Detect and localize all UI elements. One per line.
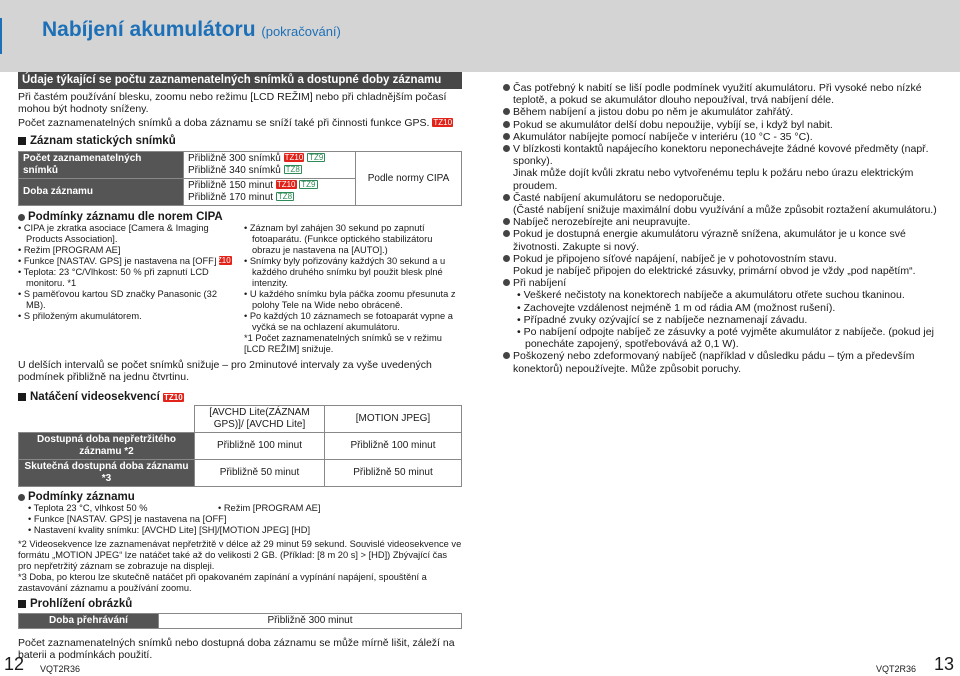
footer-note: Počet zaznamenatelných snímků nebo dostupná doba záznamu se může mírně lišit, záleží na baterii a podmínkách použití. xyxy=(18,637,455,661)
play-head: Doba přehrávání xyxy=(19,614,159,629)
list-item xyxy=(503,131,947,143)
video-row1-head: Dostupná doba nepřetržitého záznamu *2 xyxy=(19,433,195,460)
circle-bullet-icon xyxy=(503,279,510,286)
footnote-3: *3 Doba, po kterou lze skutečně natáčet při opakovaném zapínání a vypínání napájení, spouštění a zastavování záznamu a používání zoomu. xyxy=(18,572,427,593)
intro-1: Při častém používání blesku, zoomu nebo režimu [LCD REŽIM] nebo při chladnějším počasí mohou být hodnoty sníženy. xyxy=(18,91,447,115)
doc-code-left: VQT2R36 xyxy=(40,664,81,674)
item-extra: Jinak může dojít kvůli zkratu nebo vytvořenému teplu k požáru nebo úrazu elektrickým proudem. xyxy=(513,167,914,192)
list-item xyxy=(18,256,236,267)
item-text: Nabíječ nerozebírejte ani neupravujte. xyxy=(513,216,691,229)
list-item: • Režim [PROGRAM AE] xyxy=(18,245,236,256)
intro-2-text: Počet zaznamenatelných snímků a doba záznamu se sníží také při činnosti funkce GPS. xyxy=(18,117,430,129)
footnote-1: *1 Počet zaznamenatelných snímků se v režimu [LCD REŽIM] snižuje. xyxy=(244,333,442,354)
circle-bullet-icon xyxy=(503,194,510,201)
right-column xyxy=(503,82,947,375)
still-row2-b: Přibližně 170 minut xyxy=(188,192,274,203)
cipa-left-list xyxy=(18,223,236,355)
list-item xyxy=(503,82,947,106)
cipa-conditions xyxy=(18,223,462,355)
list-item-text: Funkce [NASTAV. GPS] je nastavena na [OFF] xyxy=(23,256,217,266)
cipa-title: Podmínky záznamu dle norem CIPA xyxy=(28,211,223,223)
page-header xyxy=(0,0,960,72)
interval-note: U delších intervalů se počet snímků snižuje – pro 2minutové intervaly za vyše uvedených podmínek přibližně na jednu čtvrtinu. xyxy=(18,359,432,383)
cond-title: Podmínky záznamu xyxy=(28,491,135,503)
left-column xyxy=(18,72,462,661)
list-item: • S paměťovou kartou SD značky Panasonic (32 MB). xyxy=(18,289,236,311)
intro-2 xyxy=(18,117,462,129)
header-accent-line xyxy=(0,18,2,54)
video-row2-head: Skutečná dostupná doba záznamu *3 xyxy=(19,460,195,487)
video-heading xyxy=(18,391,462,403)
still-row2-head: Doba záznamu xyxy=(19,179,184,206)
play-title: Prohlížení obrázků xyxy=(30,598,133,610)
still-table xyxy=(18,151,462,206)
sub-item: • Zachovejte vzdálenost nejméně 1 m od rádia AM (možnost rušení). xyxy=(503,302,947,314)
video-row2-a: Přibližně 50 minut xyxy=(195,460,325,487)
list-item xyxy=(503,192,947,204)
sub-item: • Veškeré nečistoty na konektorech nabíječe a akumulátoru otřete suchou tkaninou. xyxy=(503,289,947,301)
cipa-note-cell: Podle normy CIPA xyxy=(356,152,462,206)
list-item: • CIPA je zkratka asociace [Camera & Imaging Products Association]. xyxy=(18,223,236,245)
list-item: • Režim [PROGRAM AE] xyxy=(218,503,320,514)
list-item xyxy=(503,216,947,228)
list-item xyxy=(503,253,947,265)
tz10-badge: TZ10 xyxy=(284,153,304,162)
still-row1-b: Přibližně 340 snímků xyxy=(188,165,281,176)
doc-code-right: VQT2R36 xyxy=(876,664,917,674)
tz8-badge: TZ8 xyxy=(285,165,300,174)
still-row1-head: Počet zaznamenatelných snímků xyxy=(19,152,184,179)
list-item: • Nastavení kvality snímku: [AVCHD Lite] [SH]/[MOTION JPEG] [HD] xyxy=(28,525,462,536)
item-text: Časté nabíjení akumulátoru se nedoporučuje. xyxy=(513,191,725,204)
item-text: Poškozený nebo zdeformovaný nabíječ (například v důsledku pádu – tým a především konektorů) nepoužívejte. Může způsobit poruchy. xyxy=(513,350,915,375)
item-text: Akumulátor nabíjejte pomocí nabíječe v interiéru (10 °C - 35 °C). xyxy=(513,130,813,143)
list-item: • Po každých 10 záznamech se fotoaparát vypne a vyčká se na ochlazení akumulátoru. xyxy=(244,311,462,333)
item-extra: (Časté nabíjení snižuje maximální dobu využívání a může způsobit roztažení akumulátoru.) xyxy=(513,204,937,217)
sub-item: • Po nabíjení odpojte nabíječ ze zásuvky a poté vyjměte akumulátor z nabíječe. (pokud jej ponecháte zapojený, spotřebovává až 0,1 W). xyxy=(503,326,947,350)
title-subtitle: (pokračování) xyxy=(261,24,341,39)
square-bullet-icon xyxy=(18,600,26,608)
circle-bullet-icon xyxy=(503,230,510,237)
circle-bullet-icon xyxy=(503,145,510,152)
item-text: Během nabíjení a jistou dobu po něm je akumulátor zahřátý. xyxy=(513,106,794,119)
item-text: Čas potřebný k nabití se liší podle podmínek využití akumulátoru. Při vysoké nebo nízké teplotě, a pokud se akumulátor dlouho nepoužíval, trvá nabíjení déle. xyxy=(513,82,922,107)
cond-list xyxy=(18,503,462,536)
cipa-right-list xyxy=(244,223,462,355)
list-item: • Funkce [NASTAV. GPS] je nastavena na [OFF] xyxy=(28,514,462,525)
circle-bullet-icon xyxy=(503,121,510,128)
title-text: Nabíjení akumulátoru xyxy=(42,18,256,41)
square-bullet-icon xyxy=(18,137,26,145)
circle-bullet-icon xyxy=(503,255,510,262)
cipa-heading xyxy=(18,211,462,223)
still-heading xyxy=(18,135,462,147)
cond-row xyxy=(28,503,462,514)
list-item: • S přiloženým akumulátorem. xyxy=(18,311,236,322)
item-extra: Pokud je nabíječ připojen do elektrické zásuvky, primární obvod je vždy „pod napětím“. xyxy=(513,265,916,278)
square-bullet-icon xyxy=(18,393,26,401)
item-text: V blízkosti kontaktů napájecího konektoru neponechávejte žádné kovové předměty (např. sponky). xyxy=(513,143,929,168)
cond-heading xyxy=(18,491,462,503)
list-item xyxy=(503,350,947,374)
video-table xyxy=(18,405,462,487)
still-row2-values xyxy=(184,179,356,206)
still-row1-values xyxy=(184,152,356,179)
video-row1-a: Přibližně 100 minut xyxy=(195,433,325,460)
item-text: Pokud je připojeno síťové napájení, nabíječ je v pohotovostním stavu. xyxy=(513,252,837,265)
page-number-left: 12 xyxy=(4,654,25,674)
footnote-2: *2 Videosekvence lze zaznamenávat nepřetržitě v délce až 29 minut 59 sekund. Souvislé videosekvence ve formátu „MOTION JPEG“ lze natáčet také až do velikosti 2 GB. (Příklad: [8 m 20 s] > [HD]) Zbývající čas pro nepřetržitý záznam se zobrazuje na displeji. xyxy=(18,539,462,571)
video-title: Natáčení videosekvencí xyxy=(30,391,160,403)
play-heading xyxy=(18,598,462,610)
list-item xyxy=(503,119,947,131)
tz10-badge: TZ10 xyxy=(212,256,231,265)
item-text: Při nabíjení xyxy=(513,277,567,290)
section-title: Údaje týkající se počtu zaznamenatelných snímků a dostupné doby záznamu xyxy=(18,72,462,89)
tz10-badge: TZ10 xyxy=(163,392,183,402)
sub-item: • Případné zvuky ozývající se z nabíječe neznamenají závadu. xyxy=(503,314,947,326)
tz10-badge: TZ10 xyxy=(276,180,296,189)
list-item xyxy=(503,228,947,252)
tz9-badge: TZ9 xyxy=(309,153,324,162)
list-item: • Záznam byl zahájen 30 sekund po zapnutí fotoaparátu. (Funkce optického stabilizátoru obrazu je nastavena na [AUTO].) xyxy=(244,223,462,256)
video-col2-head: [MOTION JPEG] xyxy=(325,406,462,433)
tz8-badge: TZ8 xyxy=(277,192,293,201)
video-col1-head: [AVCHD Lite(ZÁZNAM GPS)]/ [AVCHD Lite] xyxy=(195,406,325,433)
item-text: Pokud je dostupná energie akumulátoru výrazně snížena, akumulátor je u konce své životnosti. Zakupte si nový. xyxy=(513,228,906,253)
play-value: Přibližně 300 minut xyxy=(159,614,462,629)
list-item: • U každého snímku byla páčka zoomu přesunuta z polohy Tele na Wide nebo obráceně. xyxy=(244,289,462,311)
circle-bullet-icon xyxy=(18,494,25,501)
list-item: • Teplota 23 °C, vlhkost 50 % xyxy=(28,503,218,514)
tz9-badge: TZ9 xyxy=(301,180,316,189)
item-text: Pokud se akumulátor delší dobu nepoužije, vybíjí se, i když byl nabit. xyxy=(513,118,833,131)
list-item xyxy=(503,143,947,167)
still-row2-a: Přibližně 150 minut xyxy=(188,180,274,191)
tz10-badge: TZ10 xyxy=(433,118,453,127)
still-row1-a: Přibližně 300 snímků xyxy=(188,153,281,164)
list-item: • Snímky byly pořizovány každých 30 sekund a u každého druhého snímku byl použit blesk plné intenzity. xyxy=(244,256,462,289)
circle-bullet-icon xyxy=(503,133,510,140)
video-empty-cell xyxy=(19,406,195,433)
page-title xyxy=(42,18,341,42)
list-item: • Teplota: 23 °C/Vlhkost: 50 % při zapnutí LCD monitoru. *1 xyxy=(18,267,236,289)
list-item xyxy=(503,277,947,289)
circle-bullet-icon xyxy=(503,218,510,225)
play-table xyxy=(18,613,462,629)
video-row1-b: Přibližně 100 minut xyxy=(325,433,462,460)
circle-bullet-icon xyxy=(18,214,25,221)
list-item xyxy=(503,106,947,118)
video-row2-b: Přibližně 50 minut xyxy=(325,460,462,487)
page-number-right: 13 xyxy=(934,654,955,674)
circle-bullet-icon xyxy=(503,84,510,91)
circle-bullet-icon xyxy=(503,352,510,359)
still-title: Záznam statických snímků xyxy=(30,135,176,147)
circle-bullet-icon xyxy=(503,108,510,115)
